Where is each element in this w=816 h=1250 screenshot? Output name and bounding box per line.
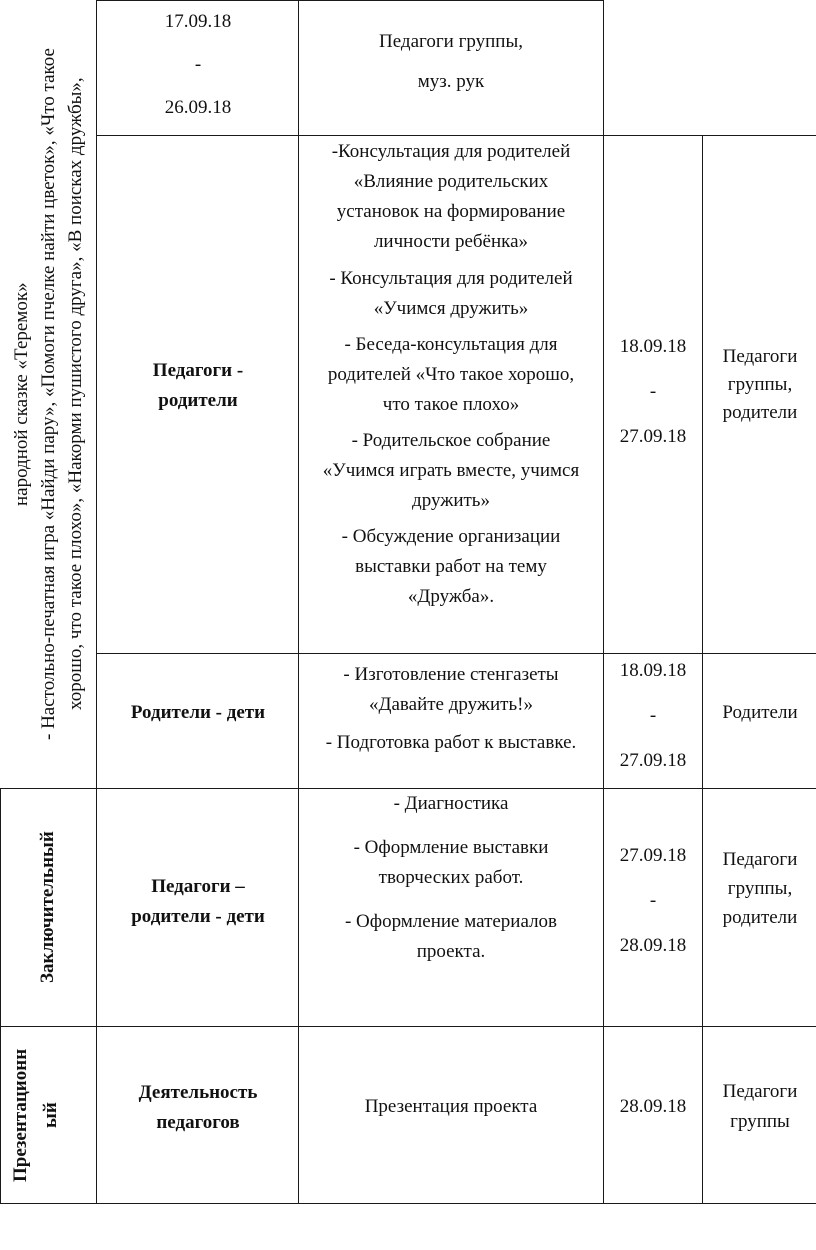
dates-teachers-parents: 18.09.18 - 27.09.18: [619, 336, 687, 447]
top-row-dates: 17.09.18 - 26.09.18: [164, 11, 232, 118]
col-border: [0, 788, 1, 1204]
row-border: [96, 653, 816, 654]
stage-text-line: народной сказке «Теремок»: [11, 282, 32, 506]
participants-final: Педагоги – родители - дети: [131, 876, 265, 927]
stage-text-line: хорошо, что такое плохо», «Накорми пушистого друга», «В поисках дружбы»,: [65, 77, 86, 711]
stage-final: Заключительный: [37, 831, 58, 983]
activities-parents-children: [300, 660, 602, 758]
activity-item: -Консультация для родителей «Влияние родительских установок на формирование личности ребёнка»: [331, 141, 571, 252]
responsible-final: Педагоги группы, родители: [722, 849, 798, 928]
col-border: [298, 0, 299, 1204]
responsible-presentation: Педагоги группы: [722, 1081, 798, 1132]
date-presentation: 28.09.18: [619, 1096, 687, 1117]
col-border: [603, 0, 604, 1204]
top-row-responsible: Педагоги группы, муз. рук: [379, 31, 523, 92]
activities-teachers-parents: [300, 137, 602, 612]
row-border: [96, 135, 816, 136]
activity-item: - Диагностика: [393, 793, 509, 814]
activity-item: - Оформление выставки творческих работ.: [353, 837, 549, 888]
responsible-parents-children: Родители: [722, 702, 798, 723]
activity-item: - Обсуждение организации выставки работ на тему «Дружба».: [341, 526, 561, 607]
row-border: [0, 1203, 816, 1204]
dates-final: 27.09.18 - 28.09.18: [619, 845, 687, 956]
activity-item: - Изготовление стенгазеты «Давайте дружить!»: [343, 664, 559, 715]
activities-final: [300, 789, 602, 967]
activity-item: - Подготовка работ к выставке.: [325, 732, 577, 753]
stage-text-line: - Настольно-печатная игра «Найди пару», «Помоги пчелке найти цветок», «Что такое: [38, 48, 59, 740]
activity-item: - Консультация для родителей «Учимся дружить»: [329, 268, 573, 319]
col-border: [702, 135, 703, 1204]
activity-item: - Оформление материалов проекта.: [344, 911, 558, 962]
col-border: [96, 0, 97, 1204]
activity-presentation: Презентация проекта: [364, 1096, 538, 1117]
stage-description-rotated: [8, 2, 92, 786]
activity-item: - Родительское собрание «Учимся играть вместе, учимся дружить»: [322, 430, 580, 511]
dates-parents-children: 18.09.18 - 27.09.18: [619, 660, 687, 771]
participants-presentation: Деятельность педагогов: [138, 1082, 258, 1133]
stage-presentation: Презентационн ый: [10, 1048, 61, 1182]
row-border: [0, 1026, 816, 1027]
activity-item: - Беседа-консультация для родителей «Что такое хорошо, что такое плохо»: [327, 334, 575, 415]
responsible-teachers-parents: Педагоги группы, родители: [722, 346, 798, 423]
participants-parents-children: Родители - дети: [130, 702, 266, 723]
participants-teachers-parents: Педагоги - родители: [152, 360, 244, 411]
